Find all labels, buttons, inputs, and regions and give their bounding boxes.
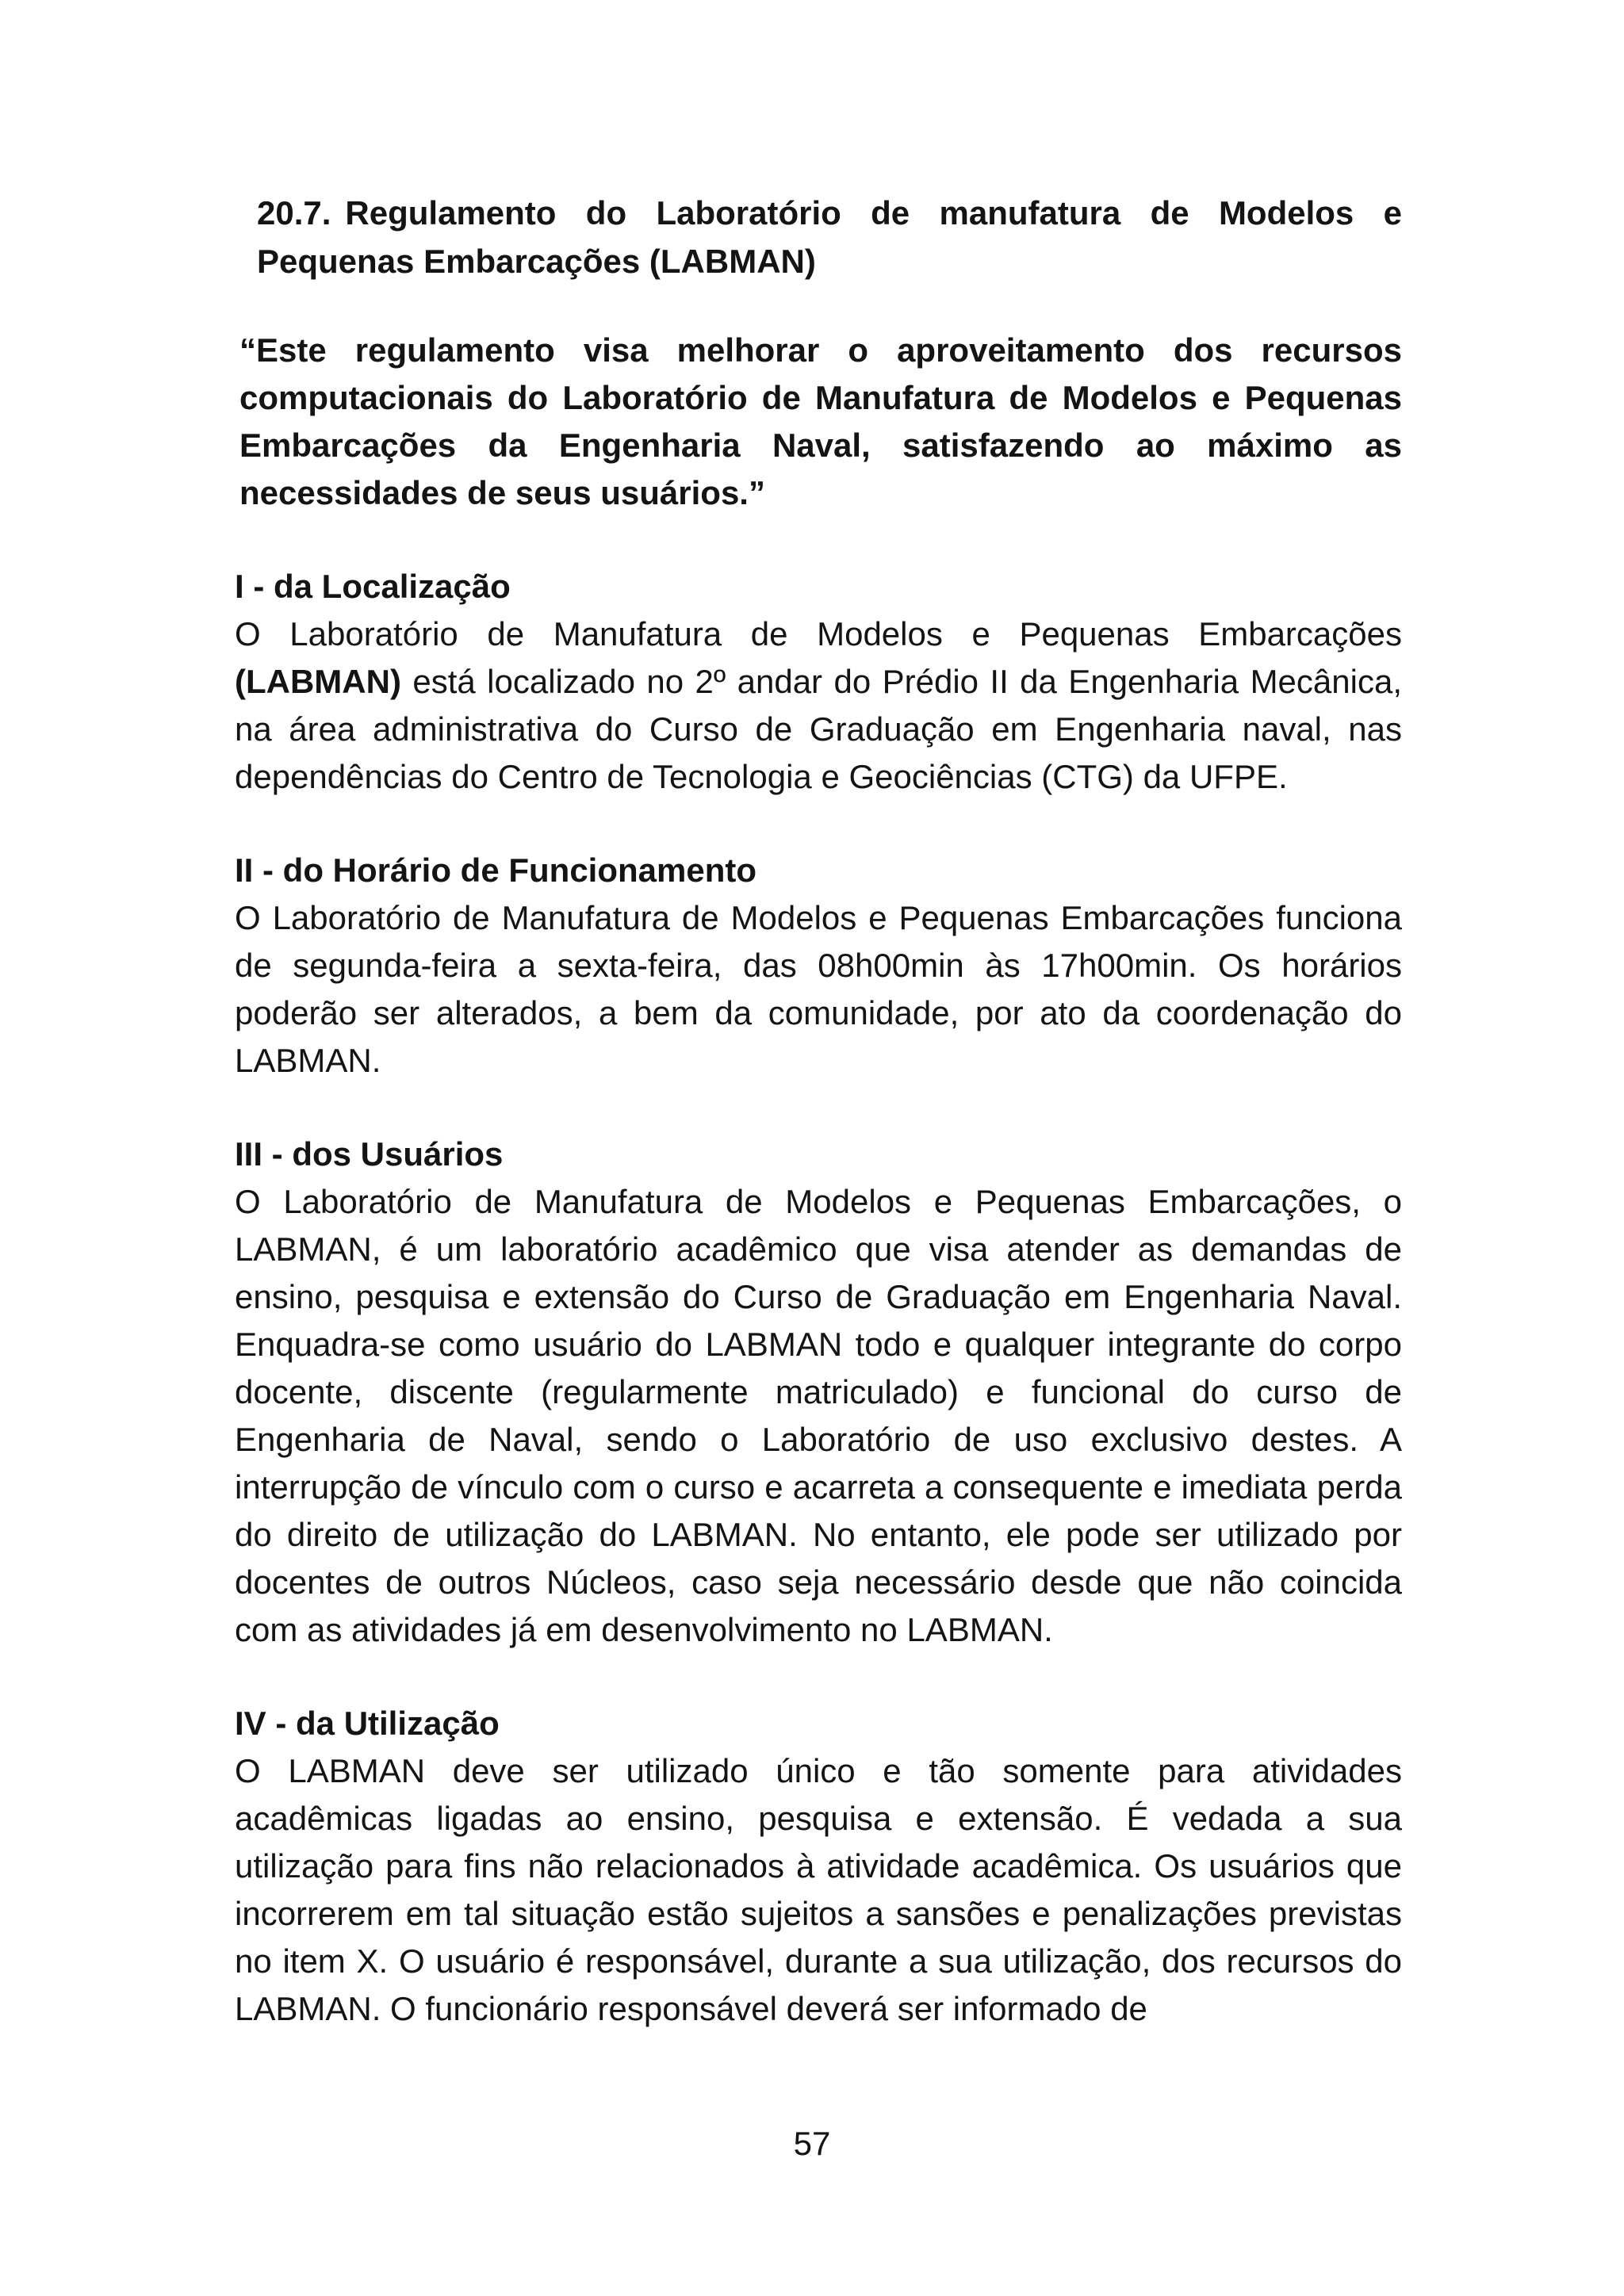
section-heading [257,189,1402,285]
document-page [235,189,1402,2033]
section-usuarios-body: O Laboratório de Manufatura de Modelos e Pequenas Embarcações, o LABMAN, é um laboratório acadêmico que visa atender as demandas de ensino, pesquisa e extensão do Curso de Graduação em Engenharia Naval. Enquadra-se como usuário do LABMAN todo e qualquer integrante do corpo docente, discente (regularmente matriculado) e funcional do curso de Engenharia de Naval, sendo o Laboratório de uso exclusivo destes. A interrupção de vínculo com o curso e acarreta a consequente e imediata perda do direito de utilização do LABMAN. No entanto, ele pode ser utilizado por docentes de outros Núcleos, caso seja necessário desde que não coincida com as atividades já em desenvolvimento no LABMAN. [235,1183,1402,1648]
regulation-purpose-quote: “Este regulamento visa melhorar o aproveitamento dos recursos computacionais do Laboratório de Manufatura de Modelos e Pequenas Embarcações da Engenharia Naval, satisfazendo ao máximo as necessidades de seus usuários.” [239,331,1402,511]
section-number: 20.7. [257,194,331,232]
section-utilizacao [235,1700,1402,2033]
localizacao-text-end: está localizado no 2º andar do Prédio II da Engenharia Mecânica, na área administrativa do Curso de Graduação em Engenharia naval, nas dependências do Centro de Tecnologia e Geociências (CTG) da UFPE. [235,663,1402,795]
section-horario [235,847,1402,1085]
section-localizacao-title: I - da Localização [235,568,511,605]
section-utilizacao-body: O LABMAN deve ser utilizado único e tão somente para atividades acadêmicas ligadas ao ensino, pesquisa e extensão. É vedada a sua utilização para fins não relacionados à atividade acadêmica. Os usuários que incorrerem em tal situação estão sujeitos a sansões e penalizações previstas no item X. O usuário é responsável, durante a sua utilização, dos recursos do LABMAN. O funcionário responsável deverá ser informado de [235,1752,1402,2027]
section-utilizacao-title: IV - da Utilização [235,1705,500,1742]
section-horario-body: O Laboratório de Manufatura de Modelos e Pequenas Embarcações funciona de segunda-feira a sexta-feira, das 08h00min às 17h00min. Os horários poderão ser alterados, a bem da comunidade, por ato da coordenação do LABMAN. [235,899,1402,1079]
section-usuarios [235,1131,1402,1654]
section-horario-title: II - do Horário de Funcionamento [235,851,757,889]
section-title: Regulamento do Laboratório de manufatura de Modelos e Pequenas Embarcações (LABMAN) [257,194,1402,280]
section-localizacao-body [235,610,1402,801]
section-localizacao [235,563,1402,801]
localizacao-text-start: O Laboratório de Manufatura de Modelos e Pequenas Embarcações [235,615,1402,652]
page-number: 57 [793,2125,831,2162]
section-usuarios-title: III - dos Usuários [235,1135,504,1173]
localizacao-labman-bold: (LABMAN) [235,663,401,700]
